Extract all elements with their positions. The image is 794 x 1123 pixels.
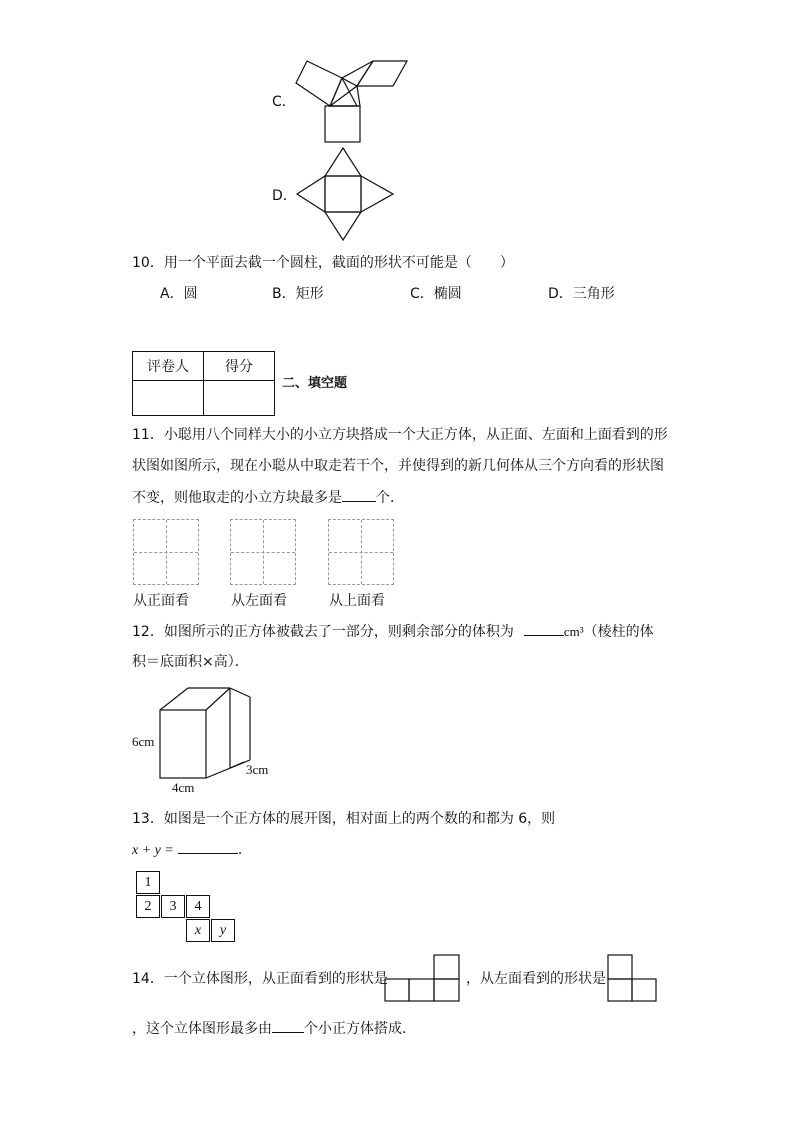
- q12-line1-post: （棱柱的体: [583, 624, 654, 640]
- dim-depth-label: 3cm: [246, 762, 269, 777]
- q12-line2: 积＝底面积×高）．: [132, 654, 249, 670]
- left-view-label: 从左面看: [231, 594, 287, 609]
- q10-option-a: A．圆: [160, 286, 198, 302]
- q11-line3-pre: 不变，则他取走的小立方块最多是: [132, 490, 342, 506]
- q10-option-b: B．矩形: [272, 286, 324, 302]
- net-cell-4: 4: [186, 895, 210, 918]
- q14-line2-pre: ，这个立体图形最多由: [132, 1021, 272, 1037]
- q11-line1: 11．小聪用八个同样大小的小立方块搭成一个大正方体，从正面、左面和上面看到的形: [132, 427, 668, 443]
- q11-line2: 状图如图所示，现在小聪从中取走若干个，并使得到的新几何体从三个方向看的形状图: [132, 458, 664, 474]
- q14-line1a: 14．一个立体图形，从正面看到的形状是: [132, 971, 388, 987]
- q14-line1b: ，从左面看到的形状是: [466, 971, 606, 987]
- q11-line3-post: 个．: [376, 490, 404, 506]
- dim-width-label: 4cm: [172, 780, 195, 795]
- top-view-label: 从上面看: [329, 594, 385, 609]
- option-c-label: C．: [272, 94, 296, 110]
- net-cell-x: x: [186, 919, 210, 942]
- q13-line1: 13．如图是一个正方体的展开图，相对面上的两个数的和都为 6，则: [132, 811, 556, 827]
- net-cell-y: y: [211, 919, 235, 942]
- score-header: 得分: [204, 352, 275, 381]
- q12-line1-pre: 12．如图所示的正方体被截去了一部分，则剩余部分的体积为: [132, 624, 514, 640]
- q12-unit: cm³: [563, 624, 584, 639]
- q13-line2-post: ．: [237, 842, 252, 858]
- option-d-label: D．: [272, 188, 297, 204]
- q14-answer-blank[interactable]: [272, 1018, 304, 1033]
- q14-line2: [132, 1018, 416, 1039]
- net-cell-1: 1: [136, 871, 160, 894]
- dim-height-label: 6cm: [132, 734, 155, 749]
- q14-line2-post: 个小正方体搭成．: [304, 1021, 416, 1037]
- front-view-label: 从正面看: [133, 594, 189, 609]
- q13-expression: x + y =: [132, 843, 174, 858]
- grader-header: 评卷人: [133, 352, 204, 381]
- net-cell-3: 3: [161, 895, 185, 918]
- section-title: 二、填空题: [282, 376, 348, 391]
- q10-option-d: D．三角形: [548, 286, 615, 302]
- q10-stem: 10．用一个平面去截一个圆柱，截面的形状不可能是（ ）: [132, 255, 514, 271]
- q10-option-c: C．椭圆: [410, 286, 462, 302]
- net-cell-2: 2: [136, 895, 160, 918]
